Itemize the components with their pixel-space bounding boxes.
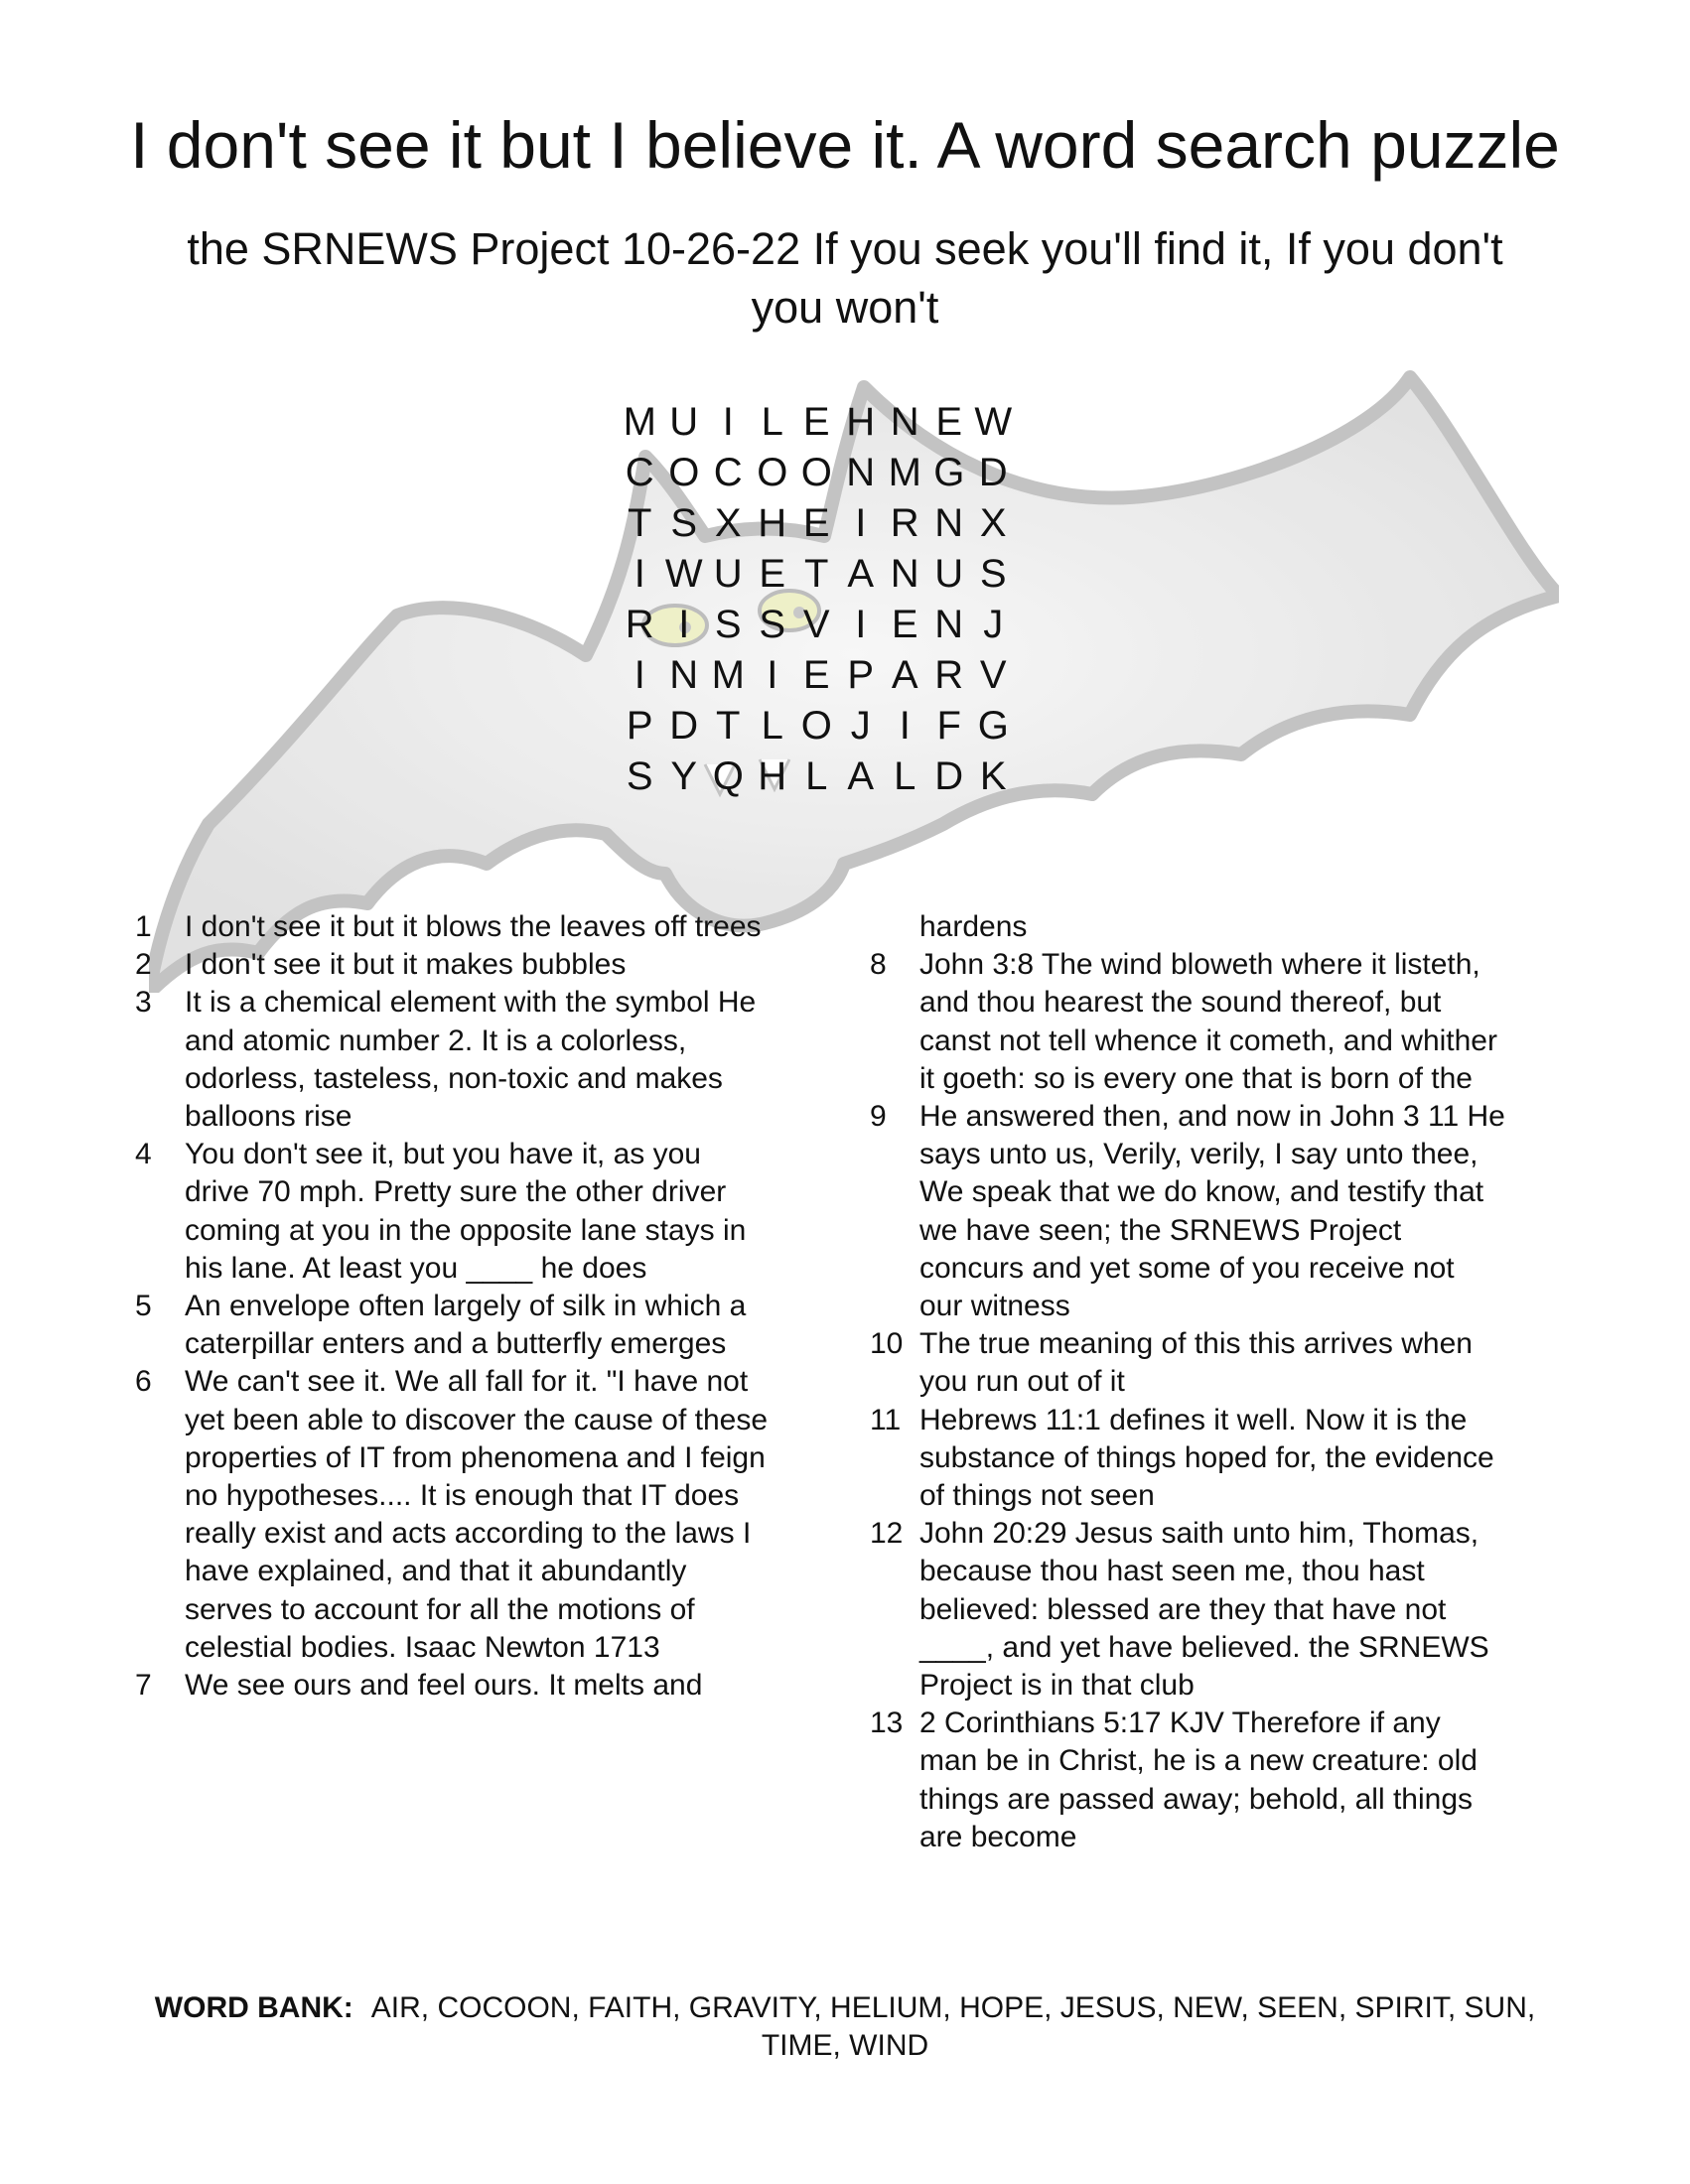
grid-letter: I bbox=[634, 552, 645, 596]
clue-text: It is a chemical element with the symbol He and atomic number 2. It is a colorless, odorless, tasteless, non-toxic and makes balloons rise bbox=[185, 986, 757, 1134]
grid-letter: O bbox=[800, 451, 832, 494]
grid-letter: E bbox=[759, 552, 786, 596]
grid-letter: O bbox=[668, 451, 700, 494]
grid-letter: X bbox=[714, 501, 742, 545]
clue-continuation: hardens bbox=[919, 910, 1028, 943]
grid-letter: H bbox=[846, 400, 876, 444]
clue-item bbox=[870, 946, 1505, 1098]
grid-row bbox=[618, 650, 1016, 701]
grid-letter: U bbox=[713, 552, 743, 596]
clue-number: 9 bbox=[870, 1100, 887, 1134]
grid-letter: V bbox=[802, 603, 830, 646]
page-subtitle: the SRNEWS Project 10-26-22 If you seek you'll find it, If you don't you won't bbox=[187, 223, 1503, 333]
clue-item bbox=[135, 1667, 771, 1705]
grid-letter: Y bbox=[670, 754, 698, 798]
grid-letter: E bbox=[802, 400, 830, 444]
grid-letter: D bbox=[934, 754, 964, 798]
grid-row bbox=[618, 751, 1016, 802]
clue-number: 12 bbox=[870, 1517, 904, 1551]
grid-letter: O bbox=[757, 451, 788, 494]
grid-letter: M bbox=[711, 653, 745, 697]
grid-letter: L bbox=[894, 754, 916, 798]
word-bank-words: AIR, COCOON, FAITH, GRAVITY, HELIUM, HOPE, JESUS, NEW, SEEN, SPIRIT, SUN, TIME, WIND bbox=[370, 1991, 1536, 2062]
grid-letter: K bbox=[979, 754, 1007, 798]
grid-row bbox=[618, 448, 1016, 498]
grid-letter: M bbox=[623, 400, 656, 444]
grid-letter: I bbox=[722, 400, 734, 444]
grid-letter: N bbox=[934, 603, 964, 646]
grid-letter: N bbox=[934, 501, 964, 545]
clue-number: 8 bbox=[870, 948, 887, 982]
clue-item bbox=[870, 1515, 1505, 1705]
grid-letter: P bbox=[847, 653, 875, 697]
grid-letter: J bbox=[850, 704, 871, 748]
grid-letter: I bbox=[678, 603, 690, 646]
grid-letter: R bbox=[625, 603, 654, 646]
word-bank bbox=[149, 1989, 1541, 2065]
grid-letter: O bbox=[800, 704, 832, 748]
grid-letter: E bbox=[935, 400, 963, 444]
grid-letter: A bbox=[891, 653, 918, 697]
grid-letter: Q bbox=[712, 754, 744, 798]
grid-letter: N bbox=[890, 552, 919, 596]
grid-letter: W bbox=[974, 400, 1013, 444]
grid-letter: M bbox=[888, 451, 921, 494]
clue-text: An envelope often largely of silk in which a caterpillar enters and a butterfly emerges bbox=[185, 1290, 747, 1361]
grid-letter: V bbox=[979, 653, 1007, 697]
clue-text: 2 Corinthians 5:17 KJV Therefore if any man be in Christ, he is a new creature: old things are passed away; behold, all things are become bbox=[919, 1706, 1478, 1853]
grid-row bbox=[618, 498, 1016, 549]
clue-item bbox=[135, 1136, 771, 1288]
clue-number: 13 bbox=[870, 1706, 904, 1740]
grid-letter: X bbox=[979, 501, 1007, 545]
clue-item bbox=[870, 1325, 1505, 1401]
clue-text: The true meaning of this this arrives when you run out of it bbox=[919, 1327, 1473, 1399]
grid-letter: E bbox=[802, 653, 830, 697]
grid-letter: I bbox=[855, 603, 867, 646]
grid-letter: T bbox=[716, 704, 741, 748]
grid-row bbox=[618, 600, 1016, 650]
clue-text: He answered then, and now in John 3 11 He says unto us, Verily, verily, I say unto thee, We speak that we do know, and testify that we have seen; the SRNEWS Project concurs and yet some of you receive not our witness bbox=[919, 1100, 1505, 1323]
clue-text: We can't see it. We all fall for it. "I have not yet been able to discover the cause of these properties of IT from phenomena and I feign no hypotheses.... It is enough that IT does really exist and acts according to the laws I have explained, and that it abundantly serves to account for all the motions of celestial bodies. Isaac Newton 1713 bbox=[185, 1365, 769, 1664]
clue-item bbox=[135, 984, 771, 1136]
clue-text: You don't see it, but you have it, as you drive 70 mph. Pretty sure the other driver coming at you in the opposite lane stays in his lane. At least you ____ he does bbox=[185, 1138, 747, 1285]
grid-letter: N bbox=[846, 451, 876, 494]
clues-column-left bbox=[135, 908, 771, 1705]
clue-number: 11 bbox=[870, 1403, 902, 1436]
clue-number: 7 bbox=[135, 1669, 152, 1703]
clue-number: 1 bbox=[135, 910, 152, 943]
grid-row bbox=[618, 397, 1016, 448]
grid-letter: E bbox=[802, 501, 830, 545]
grid-letter: J bbox=[983, 603, 1004, 646]
clue-item bbox=[870, 1098, 1505, 1325]
grid-letter: S bbox=[670, 501, 698, 545]
clue-number: 2 bbox=[135, 948, 152, 982]
grid-letter: R bbox=[934, 653, 964, 697]
grid-letter: I bbox=[634, 653, 645, 697]
clue-item bbox=[135, 946, 771, 984]
clue-text: Hebrews 11:1 defines it well. Now it is the substance of things hoped for, the evidence of things not seen bbox=[919, 1403, 1494, 1513]
grid-letter: I bbox=[899, 704, 911, 748]
grid-letter: H bbox=[758, 501, 787, 545]
grid-letter: W bbox=[664, 552, 703, 596]
grid-letter: T bbox=[628, 501, 652, 545]
grid-row bbox=[618, 701, 1016, 751]
grid-letter: U bbox=[934, 552, 964, 596]
grid-letter: N bbox=[669, 653, 699, 697]
clue-item bbox=[870, 1705, 1505, 1856]
clue-text: John 20:29 Jesus saith unto him, Thomas, because thou hast seen me, thou hast believed: blessed are they that have not ____, and yet have believed. the SRNEWS Project is in that club bbox=[919, 1517, 1489, 1703]
grid-row bbox=[618, 549, 1016, 600]
clue-number: 4 bbox=[135, 1138, 152, 1171]
grid-letter: L bbox=[761, 400, 783, 444]
clues-column-right bbox=[870, 908, 1505, 1856]
word-bank-label: WORD BANK: bbox=[154, 1991, 353, 2024]
grid-letter: S bbox=[979, 552, 1007, 596]
clue-text: John 3:8 The wind bloweth where it listeth, and thou hearest the sound thereof, but canst not tell whence it cometh, and whither it goeth: so is every one that is born of the bbox=[919, 948, 1497, 1095]
clue-text: I don't see it but it blows the leaves off trees bbox=[185, 910, 762, 943]
clue-item bbox=[870, 1402, 1505, 1516]
grid-letter: I bbox=[855, 501, 867, 545]
grid-letter: F bbox=[936, 704, 961, 748]
page-title: I don't see it but I believe it. A word search puzzle bbox=[130, 108, 1560, 182]
clue-item bbox=[135, 908, 771, 946]
grid-letter: H bbox=[758, 754, 787, 798]
grid-letter: S bbox=[626, 754, 653, 798]
grid-letter: U bbox=[669, 400, 699, 444]
grid-letter: L bbox=[761, 704, 783, 748]
grid-letter: S bbox=[714, 603, 742, 646]
clue-text: We see ours and feel ours. It melts and bbox=[185, 1669, 703, 1703]
clue-text: I don't see it but it makes bubbles bbox=[185, 948, 627, 982]
grid-letter: I bbox=[767, 653, 778, 697]
word-search-grid bbox=[618, 397, 1016, 802]
grid-letter: D bbox=[978, 451, 1008, 494]
clue-number: 5 bbox=[135, 1290, 152, 1323]
grid-letter: T bbox=[804, 552, 829, 596]
clue-item bbox=[135, 1363, 771, 1667]
grid-letter: G bbox=[977, 704, 1009, 748]
grid-letter: C bbox=[713, 451, 743, 494]
grid-letter: D bbox=[669, 704, 699, 748]
grid-letter: C bbox=[625, 451, 654, 494]
grid-letter: P bbox=[626, 704, 653, 748]
clue-number: 3 bbox=[135, 986, 152, 1020]
grid-letter: A bbox=[847, 552, 875, 596]
grid-letter: S bbox=[759, 603, 786, 646]
clue-number: 10 bbox=[870, 1327, 904, 1361]
grid-letter: A bbox=[847, 754, 875, 798]
clue-item bbox=[135, 1288, 771, 1363]
grid-letter: N bbox=[890, 400, 919, 444]
grid-letter: G bbox=[933, 451, 965, 494]
grid-letter: R bbox=[890, 501, 919, 545]
grid-letter: L bbox=[805, 754, 828, 798]
grid-letter: E bbox=[891, 603, 918, 646]
clue-number: 6 bbox=[135, 1365, 152, 1399]
